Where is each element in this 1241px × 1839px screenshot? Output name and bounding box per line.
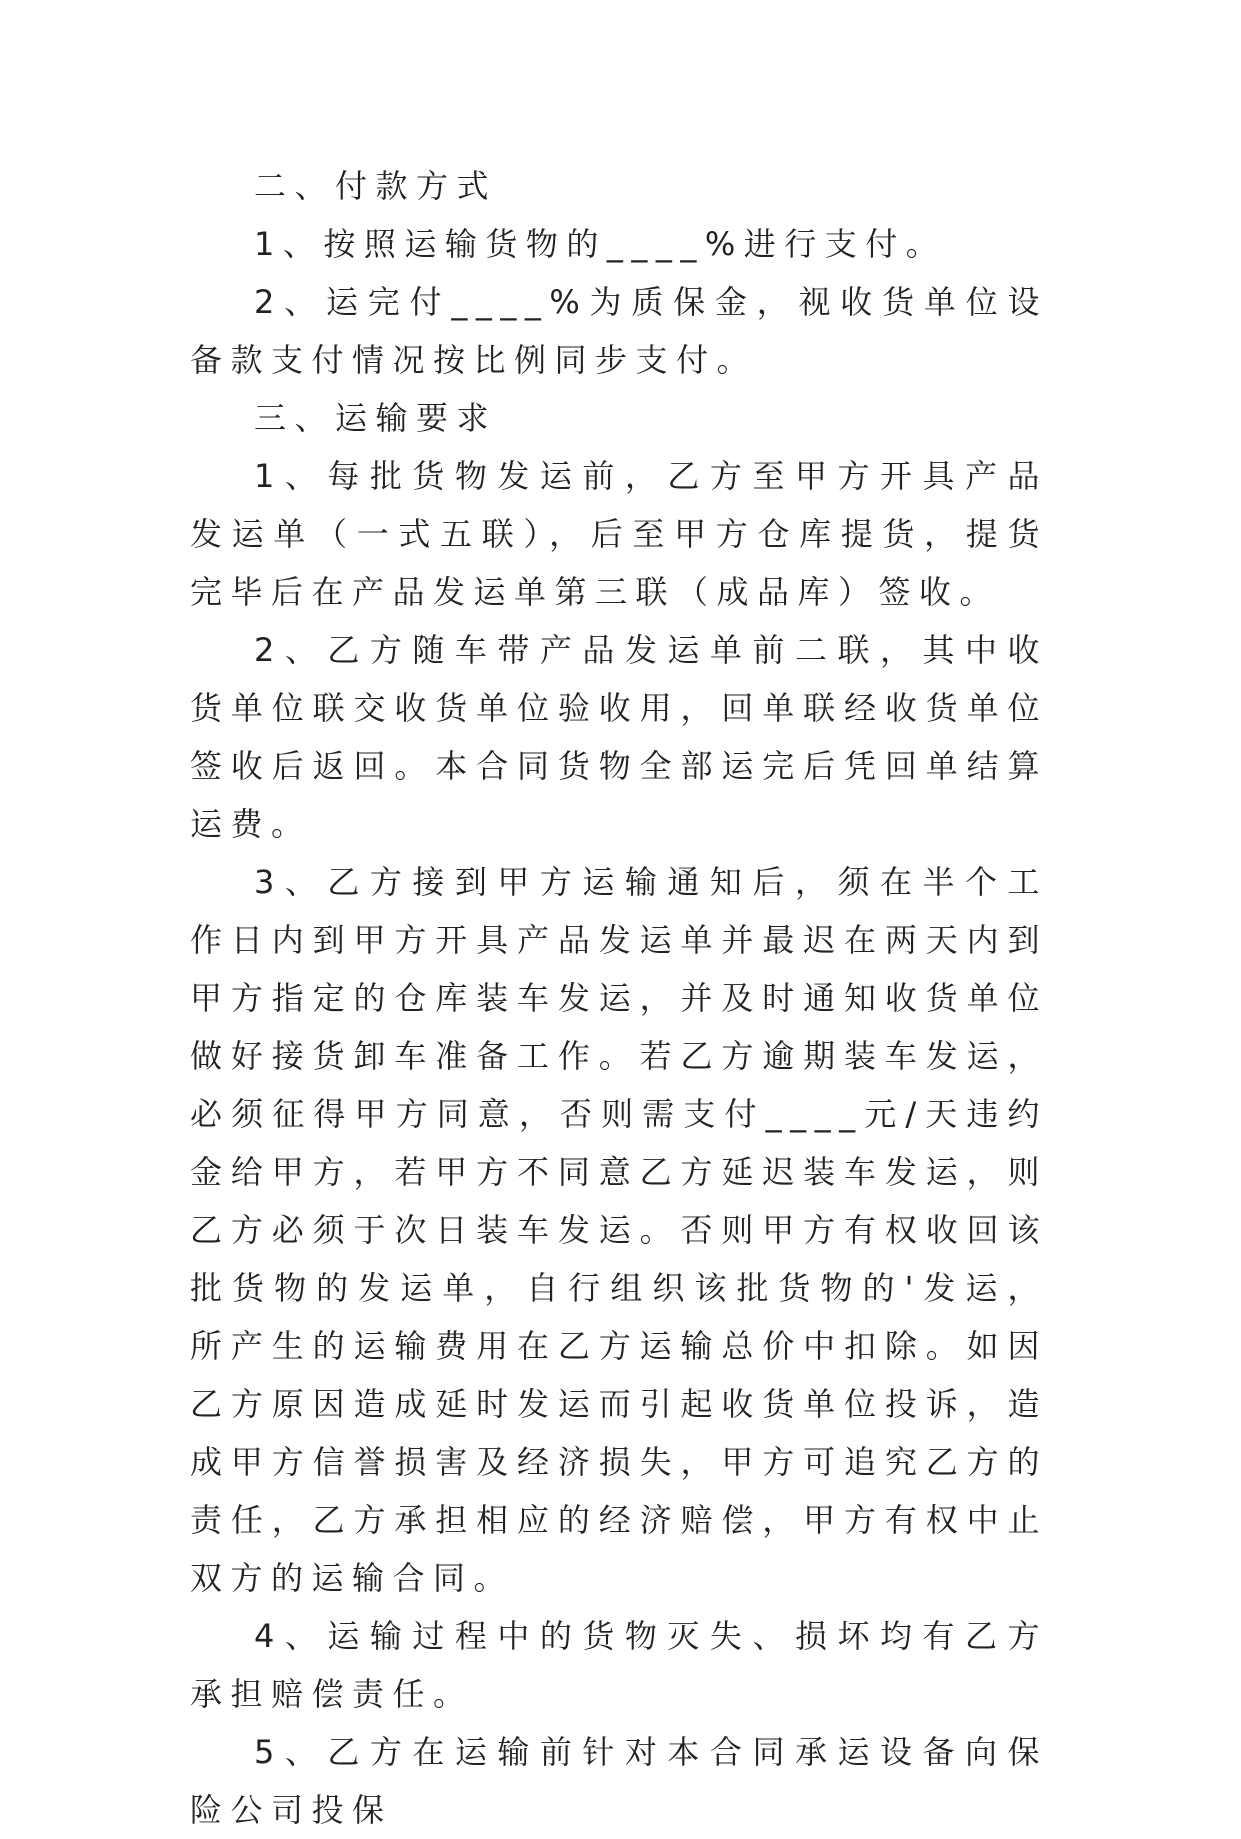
transport-clause-2: 2、乙方随车带产品发运单前二联，其中收货单位联交收货单位验收用，回单联经收货单位签收后返回。本合同货物全部运完后凭回单结算运费。 bbox=[190, 631, 1048, 843]
transport-clause-5: 5、乙方在运输前针对本合同承运设备向保险公司投保 bbox=[190, 1733, 1048, 1829]
transport-clause-3: 3、乙方接到甲方运输通知后，须在半个工作日内到甲方开具产品发运单并最迟在两天内到甲方指定的仓库装车发运，并及时通知收货单位做好接货卸车准备工作。若乙方逾期装车发运，必须征得甲方同意，否则需支付____元/天违约金给甲方，若甲方不同意乙方延迟装车发运，则乙方必须于次日装车发运。否则甲方有权收回该批货物的发运单，自行组织该批货物的'发运，所产生的运输费用在乙方运输总价中扣除。如因乙方原因造成延时发运而引起收货单位投诉，造成甲方信誉损害及经济损失，甲方可追究乙方的责任，乙方承担相应的经济赔偿，甲方有权中止双方的运输合同。 bbox=[190, 863, 1048, 1597]
transport-clause-1: 1、每批货物发运前，乙方至甲方开具产品发运单（一式五联），后至甲方仓库提货，提货完毕后在产品发运单第三联（成品库）签收。 bbox=[190, 457, 1048, 611]
contract-body bbox=[190, 157, 1048, 1839]
payment-clause-1: 1、按照运输货物的____%进行支付。 bbox=[254, 225, 947, 263]
transport-clause-4: 4、运输过程中的货物灭失、损坏均有乙方承担赔偿责任。 bbox=[190, 1617, 1048, 1713]
payment-clause-2: 2、运完付____%为质保金，视收货单位设备款支付情况按比例同步支付。 bbox=[190, 283, 1048, 379]
section-heading-transport: 三、运输要求 bbox=[254, 399, 498, 437]
section-heading-payment: 二、付款方式 bbox=[254, 167, 498, 205]
